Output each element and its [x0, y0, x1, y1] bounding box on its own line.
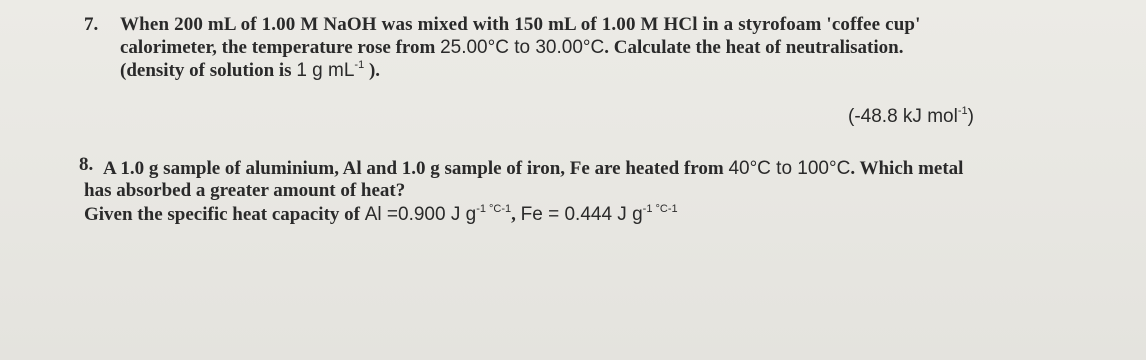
q7-temp-start: 25.00°C — [440, 37, 509, 58]
question-7-line-1 — [120, 14, 921, 36]
q7-density-close: ). — [364, 60, 381, 81]
q7-to: to — [508, 37, 536, 58]
question-7-number: 7. — [84, 14, 99, 35]
q8-temp-start: 40°C — [728, 158, 771, 179]
question-7-line-3 — [120, 60, 380, 82]
q8-temp-end: 100°C — [797, 158, 851, 179]
q8-al-heat-capacity: Al =0.900 J g — [364, 204, 477, 225]
q8-separator: , — [511, 204, 521, 225]
q7-line1-text: When 200 mL of 1.00 M NaOH was mixed with 150 mL of 1.00 M HCl in a styrofoam 'coffee cup' — [120, 14, 921, 35]
q8-given-label: Given the specific heat capacity of — [84, 204, 365, 225]
q7-density-label: (density of solution is — [120, 60, 297, 81]
question-7-answer — [848, 106, 974, 128]
q8-fe-unit-exponent: -1 °C-1 — [642, 202, 678, 215]
q7-temp-end: 30.00°C — [535, 37, 605, 58]
question-8-number: 8. — [79, 154, 94, 175]
question-7-line-2 — [120, 37, 903, 59]
question-8-line-3 — [84, 204, 678, 226]
q8-line1-text-b: . Which metal — [850, 158, 964, 179]
q7-answer-value: (-48.8 kJ mol — [848, 106, 958, 127]
question-8-line-2 — [84, 180, 405, 202]
q7-answer-exponent: -1 — [957, 104, 968, 117]
q8-to: to — [770, 158, 798, 179]
q8-al-unit-exponent: -1 °C-1 — [476, 202, 512, 215]
q7-density-exponent: -1 — [354, 58, 365, 71]
q8-line1-text-a: A 1.0 g sample of aluminium, Al and 1.0 g sample of iron, Fe are heated from — [103, 158, 729, 179]
q8-line2-text: has absorbed a greater amount of heat? — [84, 180, 406, 201]
q7-density-unit: 1 g mL — [296, 60, 355, 81]
q7-answer-close: ) — [967, 106, 974, 127]
question-8-line-1 — [103, 158, 963, 180]
q7-line2-text-b: . Calculate the heat of neutralisation. — [604, 37, 904, 58]
q8-fe-heat-capacity: Fe = 0.444 J g — [520, 204, 643, 225]
q7-line2-text-a: calorimeter, the temperature rose from — [120, 37, 441, 58]
